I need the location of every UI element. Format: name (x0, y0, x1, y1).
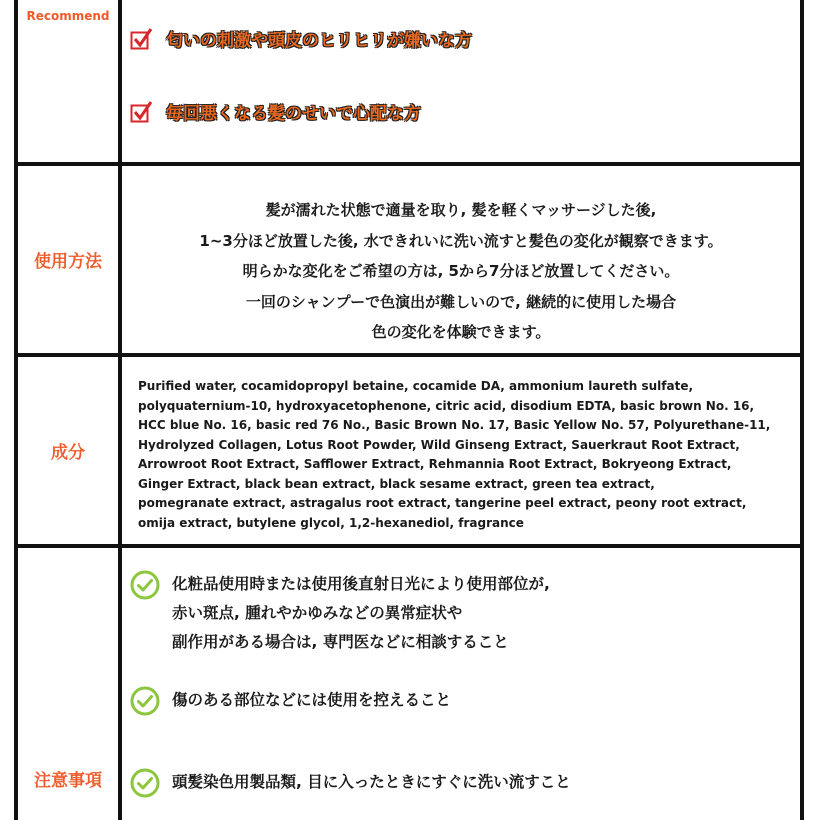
row-divider (14, 544, 804, 548)
usage-label: 使用方法 (34, 252, 102, 272)
recommend-item (130, 26, 472, 51)
green-check-circle-icon (130, 768, 160, 798)
caution-item (130, 686, 451, 716)
caution-item (130, 570, 550, 657)
usage-line: 一回のシャンプーで色演出が難しいので, 継続的に使用した場合 (245, 292, 677, 311)
ingredients-line: Ginger Extract, black bean extract, black sesame extract, green tea extract, (138, 476, 655, 491)
caution-item-text (172, 686, 451, 715)
caution-line: 頭髪染色用製品類, 目に入ったときにすぐに洗い流すこと (172, 773, 571, 791)
green-check-circle-icon (130, 686, 160, 716)
ingredients-line: Arrowroot Root Extract, Safflower Extract, Rehmannia Root Extract, Bokryeong Extract, (138, 457, 732, 471)
recommend-item-text: 匂いの刺激や頭皮のヒリヒリが嫌いな方 (166, 31, 472, 51)
green-check-circle-icon (130, 570, 160, 600)
ingredients-line: omija extract, butylene glycol, 1,2-hexanediol, fragrance (138, 515, 524, 530)
caution-line: 赤い斑点, 腫れやかゆみなどの異常症状や (172, 604, 463, 622)
red-checkbox-icon (130, 28, 152, 50)
recommend-label: Recommend (26, 9, 110, 23)
caution-line: 副作用がある場合は, 専門医などに相談すること (172, 633, 509, 651)
row-divider (14, 162, 804, 166)
ingredients-line: pomegranate extract, astragalus root extract, tangerine peel extract, peony root extract, (138, 496, 747, 510)
ingredients-line: HCC blue No. 16, basic red 76 No., Basic Brown No. 17, Basic Yellow No. 57, Polyurethane-11, (138, 418, 771, 432)
caution-item (130, 768, 571, 798)
ingredients-line: polyquaternium-10, hydroxyacetophenone, citric acid, disodium EDTA, basic brown No. 16, (138, 398, 755, 413)
caution-label: 注意事項 (34, 770, 102, 791)
recommend-item (130, 99, 421, 124)
row-divider (14, 353, 804, 357)
recommend-item-text: 毎回悪くなる髪のせいで心配な方 (166, 104, 421, 124)
column-divider (118, 0, 122, 820)
ingredients-line: Purified water, cocamidopropyl betaine, cocamide DA, ammonium laureth sulfate, (138, 379, 694, 393)
caution-line: 傷のある部位などには使用を控えること (172, 691, 452, 709)
usage-line: 明らかな変化をご希望の方は, 5から7分ほど放置してください。 (242, 262, 680, 280)
usage-text (122, 195, 800, 348)
usage-line: 髪が濡れた状態で適量を取り, 髪を軽くマッサージした後, (265, 201, 657, 219)
caution-item-text (172, 570, 550, 657)
ingredients-text (138, 377, 798, 533)
ingredients-line: Hydrolyzed Collagen, Lotus Root Powder, Wild Ginseng Extract, Sauerkraut Root Extract, (138, 437, 740, 452)
red-checkbox-icon (130, 101, 152, 123)
usage-line: 色の変化を体験できます。 (371, 323, 551, 341)
caution-item-text (172, 768, 571, 797)
usage-line: 1~3分ほど放置した後, 水できれいに洗い流すと髪色の変化が観察できます。 (199, 231, 723, 250)
caution-line: 化粧品使用時または使用後直射日光により使用部位が, (172, 575, 550, 593)
ingredients-label: 成分 (51, 443, 85, 463)
